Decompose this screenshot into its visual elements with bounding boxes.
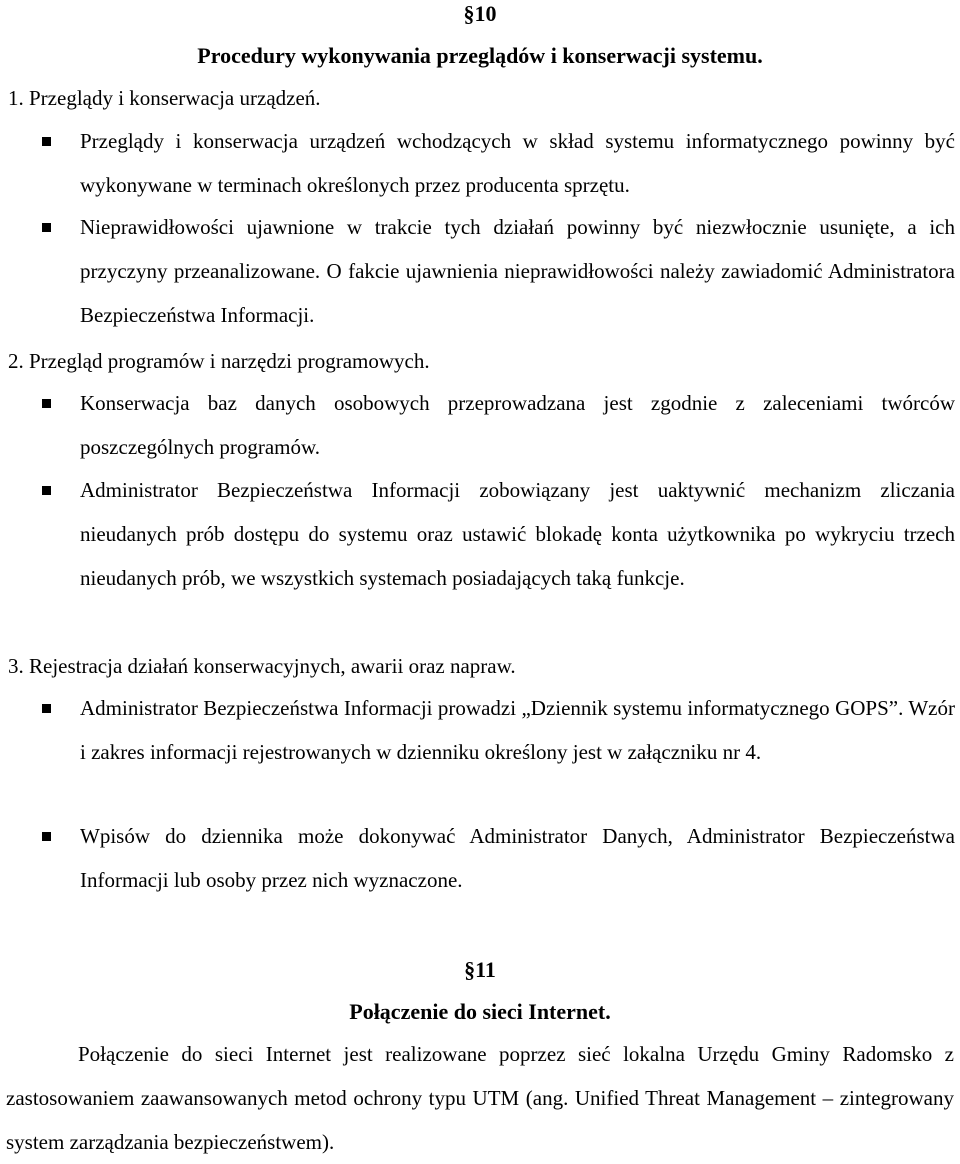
subsection-2-heading: 2. Przegląd programów i narzędzi programowych. bbox=[8, 349, 430, 373]
bullet-item: Wpisów do dziennika może dokonywać Administrator Danych, Administrator Bezpieczeństwa Informacji lub osoby przez nich wyznaczone. bbox=[80, 824, 955, 892]
bullet-item: Nieprawidłowości ujawnione w trakcie tych działań powinny być niezwłocznie usunięte, a ich przyczyny przeanalizowane. O fakcie ujawnienia nieprawidłowości należy zawiadomić Administratora Bezpieczeństwa Informacji. bbox=[80, 215, 955, 327]
bullet-item: Przeglądy i konserwacja urządzeń wchodzących w skład systemu informatycznego powinny być wykonywane w terminach określonych przez producenta sprzętu. bbox=[80, 129, 955, 197]
section-10-number: §10 bbox=[463, 1, 497, 26]
bullet-item: Konserwacja baz danych osobowych przeprowadzana jest zgodnie z zaleceniami twórców poszczególnych programów. bbox=[80, 391, 955, 459]
section-10-title: Procedury wykonywania przeglądów i konserwacji systemu. bbox=[197, 43, 763, 68]
bullet-square-icon bbox=[42, 704, 51, 713]
bullet-item: Administrator Bezpieczeństwa Informacji prowadzi „Dziennik systemu informatycznego GOPS”. Wzór i zakres informacji rejestrowanych w dzienniku określony jest w załączniku nr 4. bbox=[80, 696, 955, 764]
bullet-square-icon bbox=[42, 486, 51, 495]
bullet-square-icon bbox=[42, 832, 51, 841]
section-11-paragraph: Połączenie do sieci Internet jest realizowane poprzez sieć lokalna Urzędu Gminy Radomsko z zastosowaniem zaawansowanych metod ochrony typu UTM (ang. Unified Threat Management – zintegrowany system zarządzania bezpieczeństwem). bbox=[6, 1042, 954, 1154]
subsection-1-heading: 1. Przeglądy i konserwacja urządzeń. bbox=[8, 86, 321, 110]
bullet-square-icon bbox=[42, 137, 51, 146]
bullet-square-icon bbox=[42, 399, 51, 408]
bullet-item: Administrator Bezpieczeństwa Informacji zobowiązany jest uaktywnić mechanizm zliczania nieudanych prób dostępu do systemu oraz ustawić blokadę konta użytkownika po wykryciu trzech nieudanych prób, we wszystkich systemach posiadających taką funkcje. bbox=[80, 478, 955, 590]
bullet-square-icon bbox=[42, 223, 51, 232]
section-11-number: §11 bbox=[464, 957, 496, 982]
section-11-title: Połączenie do sieci Internet. bbox=[349, 999, 611, 1024]
subsection-3-heading: 3. Rejestracja działań konserwacyjnych, awarii oraz napraw. bbox=[8, 654, 516, 678]
